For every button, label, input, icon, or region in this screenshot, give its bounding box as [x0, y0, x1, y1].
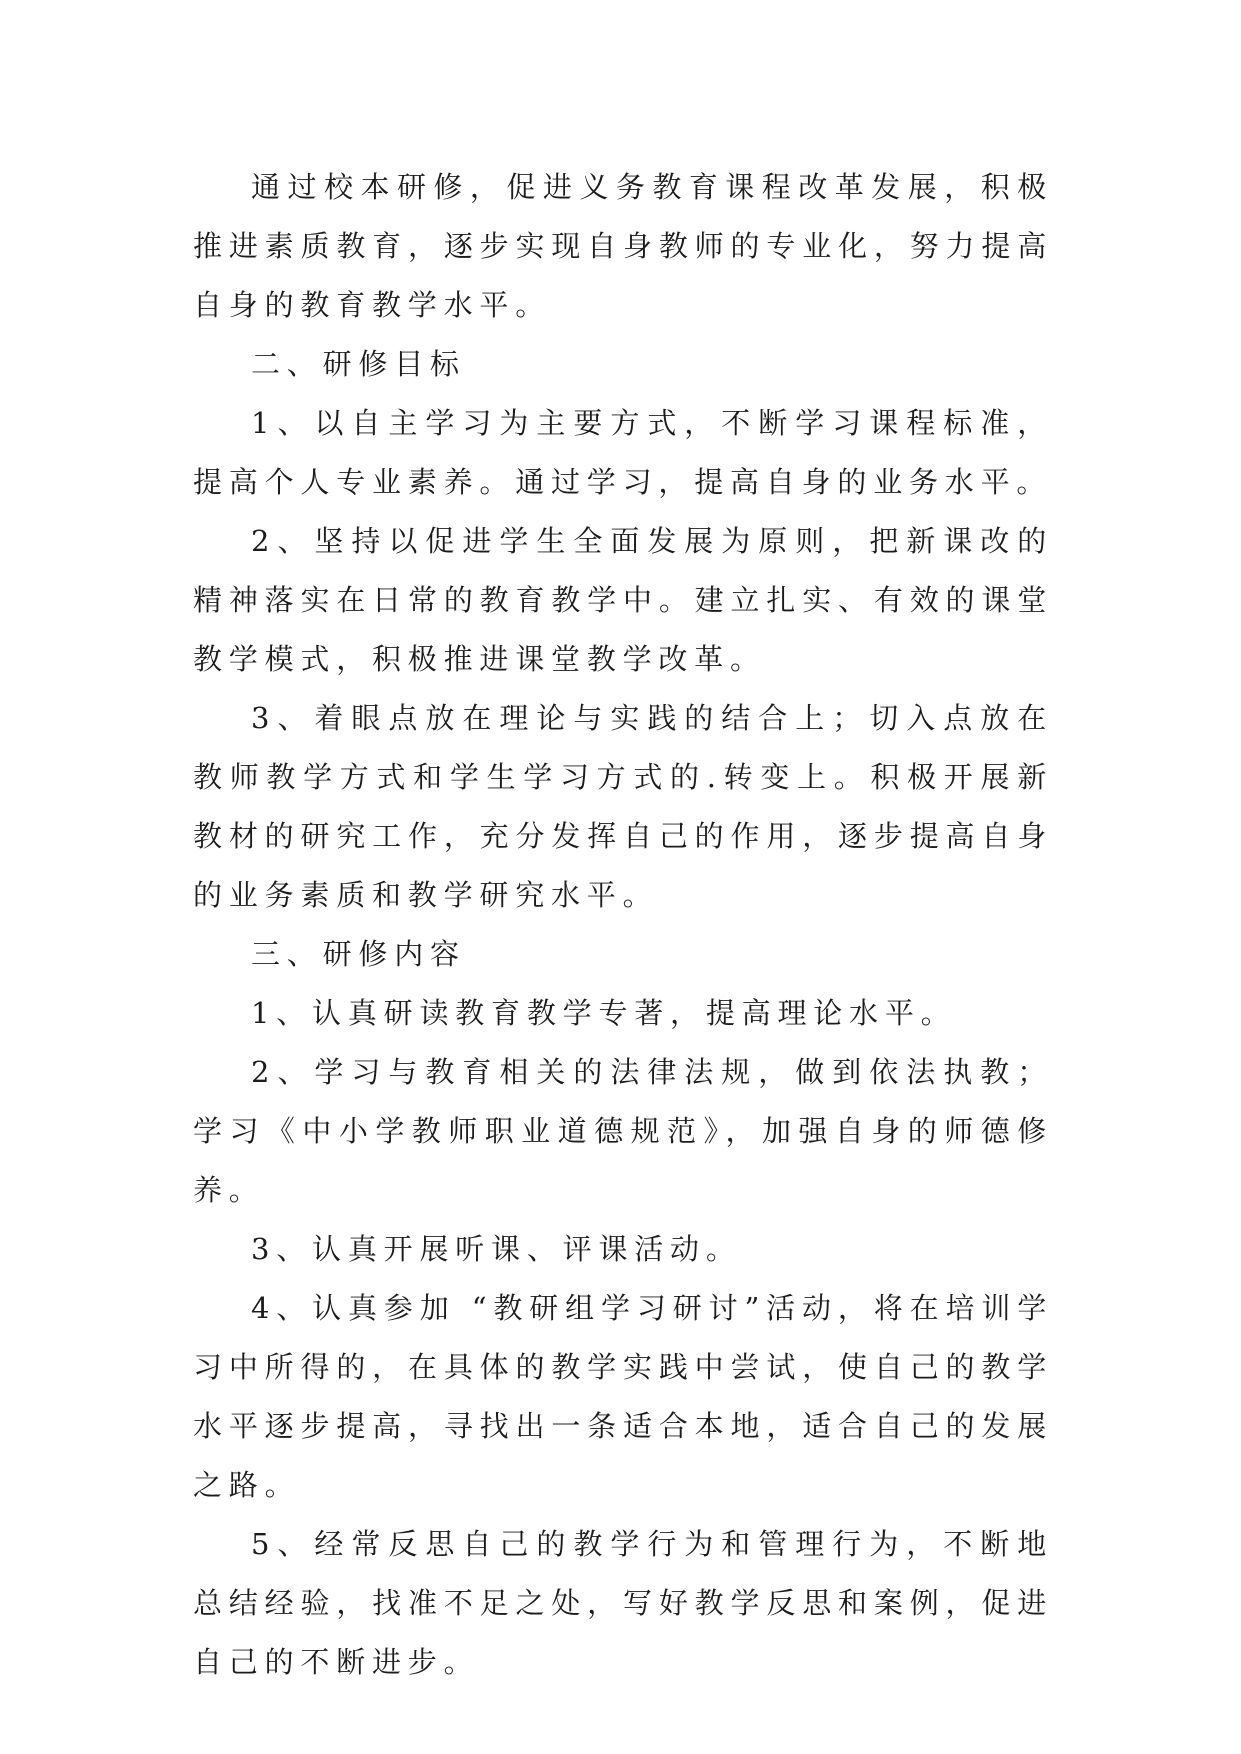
- content-item-4: 4、认真参加 “教研组学习研讨”活动，将在培训学习中所得的，在具体的教学实践中尝试，使自己的教学水平逐步提高，寻找出一条适合本地，适合自己的发展之路。: [193, 1291, 1053, 1502]
- intro-paragraph: 通过校本研修，促进义务教育课程改革发展，积极推进素质教育，逐步实现自身教师的专业化，努力提高自身的教育教学水平。: [193, 170, 1053, 322]
- content-item-5: 5、经常反思自己的教学行为和管理行为，不断地总结经验，找准不足之处，写好教学反思和案例，促进自己的不断进步。: [193, 1527, 1053, 1679]
- section-heading-research-content: 三、研修内容: [251, 937, 466, 971]
- goal-item-2: 2、坚持以促进学生全面发展为原则，把新课改的精神落实在日常的教育教学中。建立扎实、有效的课堂教学模式，积极推进课堂教学改革。: [193, 524, 1053, 676]
- document-body: [193, 158, 1053, 1692]
- goal-item-1: 1、以自主学习为主要方式，不断学习课程标准，提高个人专业素养。通过学习，提高自身的业务水平。: [193, 406, 1053, 499]
- content-item-3: 3、认真开展听课、评课活动。: [251, 1232, 742, 1266]
- goal-item-3: 3、着眼点放在理论与实践的结合上；切入点放在教师教学方式和学生学习方式的.转变上。积极开展新教材的研究工作，充分发挥自己的作用，逐步提高自身的业务素质和教学研究水平。: [193, 701, 1053, 912]
- content-item-2: 2、学习与教育相关的法律法规，做到依法执教；学习《中小学教师职业道德规范》，加强自身的师德修养。: [193, 1055, 1053, 1207]
- section-heading-research-goals: 二、研修目标: [251, 347, 466, 381]
- content-item-1: 1、认真研读教育教学专著，提高理论水平。: [251, 996, 957, 1030]
